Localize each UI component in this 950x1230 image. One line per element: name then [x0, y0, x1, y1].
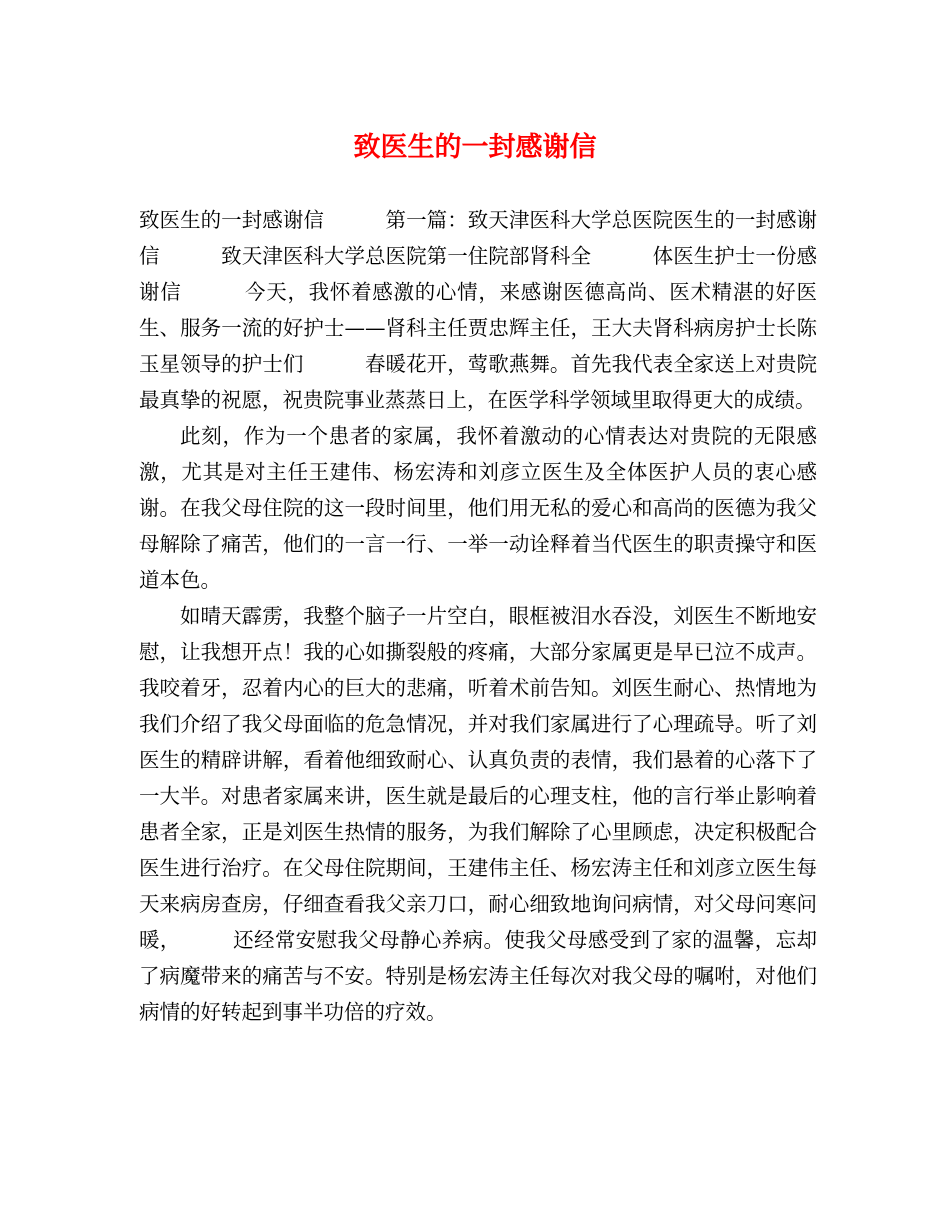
- paragraph-intro: 致医生的一封感谢信 第一篇：致天津医科大学总医院医生的一封感谢信 致天津医科大学总医院第一住院部肾科全 体医生护士一份感谢信 今天，我怀着感激的心情，来感谢医德高尚、医术精湛的好医生、服务一流的好护士——肾科主任贾忠辉主任，王大夫肾科病房护士长陈玉星领导的护士们 春暖花开，莺歌燕舞。首先我代表全家送上对贵院最真挚的祝愿，祝贵院事业蒸蒸日上，在医学科学领域里取得更大的成绩。: [139, 208, 817, 412]
- document-title: 致医生的一封感谢信: [353, 132, 597, 163]
- paragraph-gratitude: 此刻，作为一个患者的家属，我怀着激动的心情表达对贵院的无限感激，尤其是对主任王建伟、杨宏涛和刘彦立医生及全体医护人员的衷心感谢。在我父母住院的这一段时间里，他们用无私的爱心和高尚的医德为我父母解除了痛苦，他们的一言一行、一举一动诠释着当代医生的职责操守和医道本色。: [139, 424, 817, 592]
- paragraph-treatment: 如晴天霹雳，我整个脑子一片空白，眼框被泪水吞没，刘医生不断地安慰，让我想开点！我的心如撕裂般的疼痛，大部分家属更是早已泣不成声。我咬着牙，忍着内心的巨大的悲痛，听着术前告知。刘医生耐心、热情地为我们介绍了我父母面临的危急情况，并对我们家属进行了心理疏导。听了刘医生的精辟讲解，看着他细致耐心、认真负责的表情，我们悬着的心落下了一大半。对患者家属来讲，医生就是最后的心理支柱，他的言行举止影响着患者全家，正是刘医生热情的服务，为我们解除了心里顾虑，决定积极配合医生进行治疗。在父母住院期间，王建伟主任、杨宏涛主任和刘彦立医生每天来病房查房，仔细查看我父亲刀口，耐心细致地询问病情，对父母问寒问暖， 还经常安慰我父母静心养病。使我父母感受到了家的温馨，忘却了病魔带来的痛苦与不安。特别是杨宏涛主任每次对我父母的嘱咐，对他们病情的好转起到事半功倍的疗效。: [139, 604, 817, 1024]
- document-body: [139, 202, 817, 1030]
